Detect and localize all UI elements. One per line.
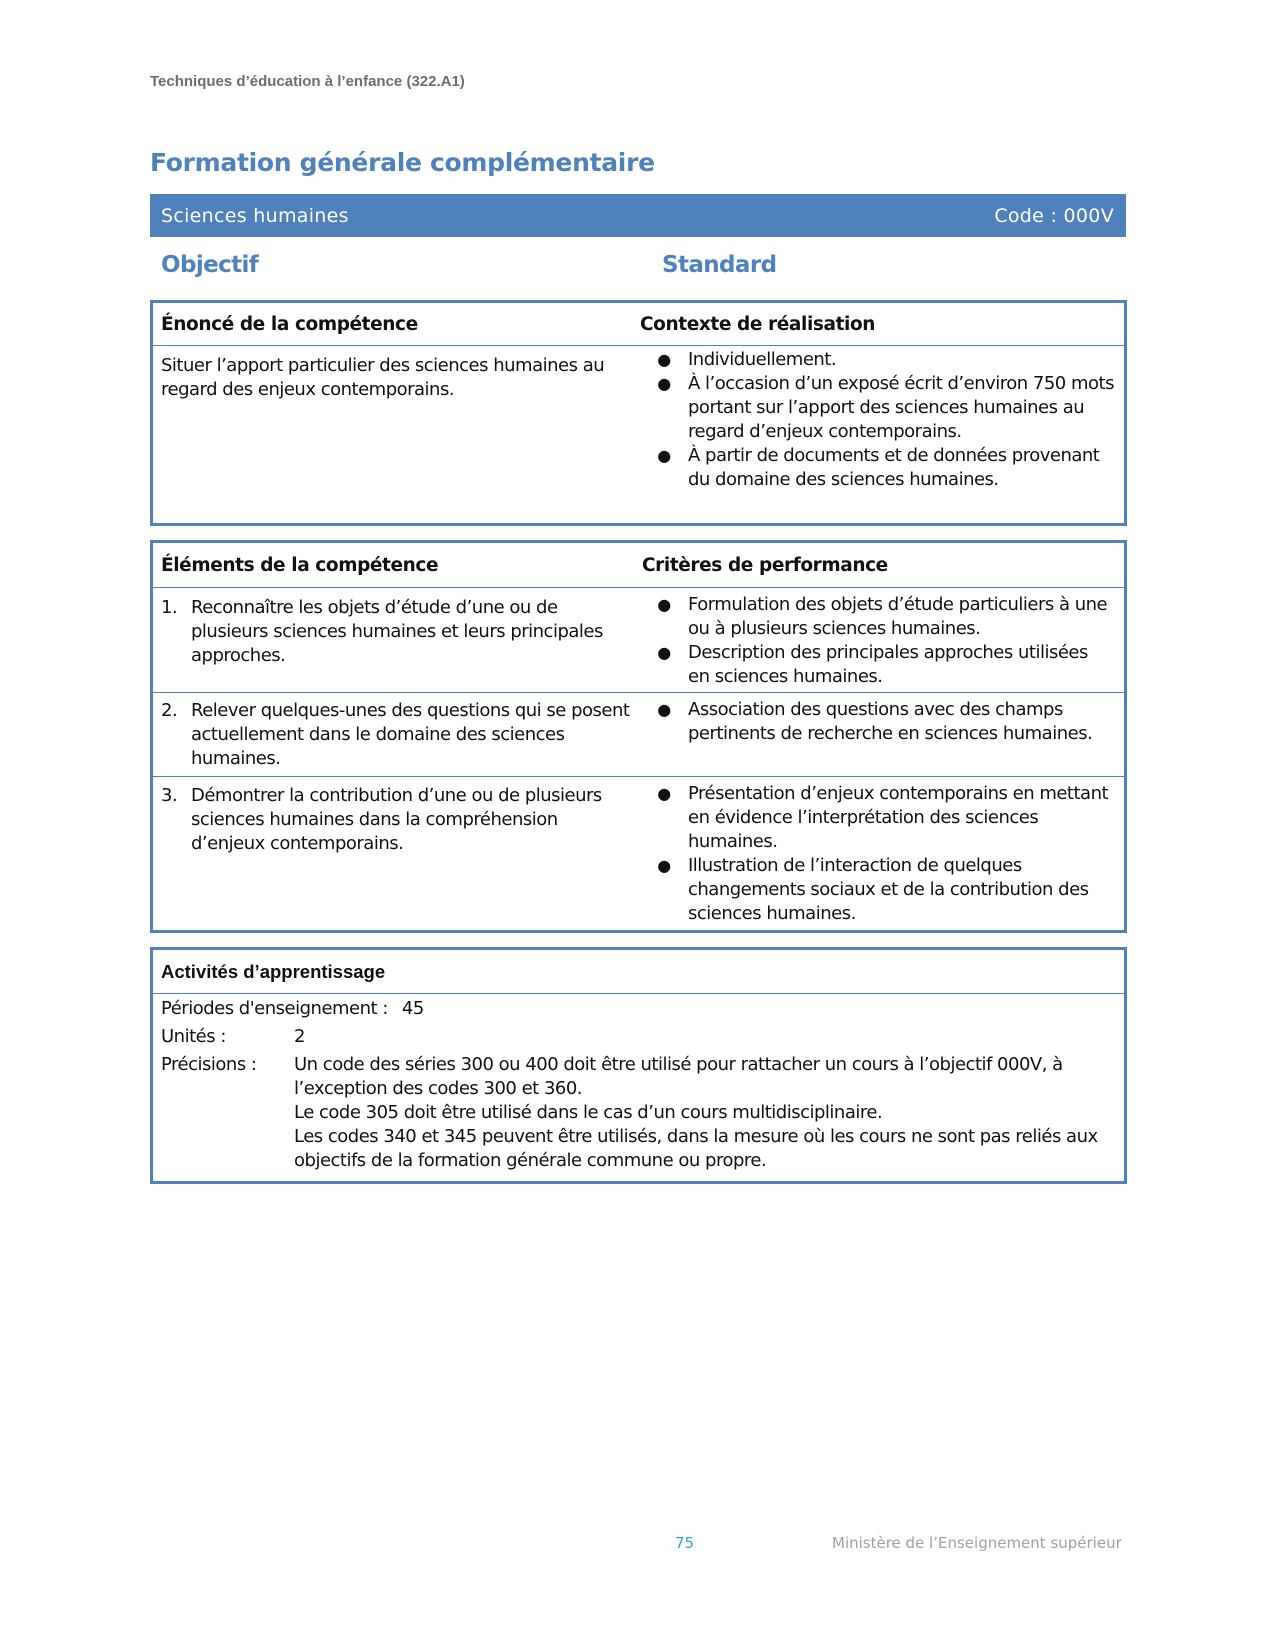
element-item: [161, 699, 632, 771]
details-list: [294, 1053, 1116, 1173]
competence-box-header: [153, 303, 1124, 346]
footer-ministry: Ministère de l’Enseignement supérieur: [832, 1534, 1122, 1552]
competence-row: [153, 346, 1124, 496]
bullet-icon: ●: [657, 856, 671, 875]
bullet-icon: ●: [657, 700, 671, 719]
running-header: Techniques d’éducation à l’enfance (322.A1): [150, 73, 465, 90]
enonce-header: Énoncé de la compétence: [161, 313, 418, 335]
element-text: Démontrer la contribution d’une ou de plusieurs sciences humaines dans la compréhension d’enjeux contemporains.: [191, 785, 602, 854]
units-value: 2: [294, 1026, 305, 1047]
standard-heading: Standard: [662, 252, 777, 278]
element-row-3: [153, 777, 1124, 930]
periods-label: Périodes d'enseignement :: [161, 998, 388, 1019]
detail-item: Un code des séries 300 ou 400 doit être utilisé pour rattacher un cours à l’objectif 000V, à l’exception des codes 300 et 360.: [294, 1054, 1063, 1099]
subject-name: Sciences humaines: [161, 204, 349, 227]
activities-header: Activités d’apprentissage: [161, 960, 386, 982]
element-text: Reconnaître les objets d’étude d’une ou de plusieurs sciences humaines et leurs principales approches.: [191, 597, 603, 666]
context-list: [640, 348, 1114, 492]
element-number: 1.: [161, 597, 178, 618]
criteres-header: Critères de performance: [642, 554, 888, 576]
competence-statement: Situer l’apport particulier des sciences humaines au regard des enjeux contemporains.: [161, 355, 605, 400]
element-row-1: [153, 588, 1124, 693]
units-label: Unités :: [161, 1026, 226, 1047]
criteria-item: ● Association des questions avec des champs pertinents de recherche en sciences humaines.: [640, 698, 1114, 746]
bullet-icon: ●: [657, 595, 671, 614]
element-number: 2.: [161, 700, 178, 721]
bullet-icon: ●: [657, 350, 671, 369]
element-item: [161, 596, 632, 668]
elements-box: [150, 540, 1127, 933]
context-item: ● Individuellement.: [640, 348, 1114, 372]
subject-code: Code : 000V: [994, 204, 1114, 227]
element-row-2: [153, 693, 1124, 777]
competence-box: [150, 300, 1127, 526]
activities-box: [150, 947, 1127, 1184]
element-number: 3.: [161, 785, 178, 806]
activities-body: [153, 994, 1124, 1181]
criteria-item: ● Formulation des objets d’étude particuliers à une ou à plusieurs sciences humaines.: [640, 593, 1114, 641]
criteria-item: ● Description des principales approches utilisées en sciences humaines.: [640, 641, 1114, 689]
bullet-icon: ●: [657, 784, 671, 803]
section-title: Formation générale complémentaire: [150, 148, 655, 177]
criteria-list: [640, 698, 1114, 746]
elements-header: Éléments de la compétence: [161, 554, 439, 576]
details-label: Précisions :: [161, 1054, 257, 1075]
detail-item: Le code 305 doit être utilisé dans le cas d’un cours multidisciplinaire.: [294, 1102, 883, 1123]
activities-box-header: [153, 950, 1124, 994]
bullet-icon: ●: [657, 374, 671, 393]
criteria-item: ● Illustration de l’interaction de quelques changements sociaux et de la contribution des sciences humaines.: [640, 854, 1114, 926]
subject-banner: [150, 194, 1126, 237]
criteria-list: [640, 593, 1114, 689]
objectif-heading: Objectif: [161, 252, 259, 278]
context-item: ● À l’occasion d’un exposé écrit d’environ 750 mots portant sur l’apport des sciences humaines au regard d’enjeux contemporains.: [640, 372, 1114, 444]
bullet-icon: ●: [657, 643, 671, 662]
page-number: 75: [675, 1534, 695, 1552]
element-item: [161, 784, 632, 856]
contexte-header: Contexte de réalisation: [640, 313, 876, 335]
periods-line: [161, 997, 1116, 1021]
element-text: Relever quelques-unes des questions qui se posent actuellement dans le domaine des sciences humaines.: [191, 700, 630, 769]
units-line: [161, 1025, 1116, 1049]
details-line: [161, 1053, 1116, 1173]
bullet-icon: ●: [657, 446, 671, 465]
criteria-list: [640, 782, 1114, 926]
elements-box-header: [153, 543, 1124, 588]
criteria-item: ● Présentation d’enjeux contemporains en mettant en évidence l’interprétation des sciences humaines.: [640, 782, 1114, 854]
detail-item: Les codes 340 et 345 peuvent être utilisés, dans la mesure où les cours ne sont pas reliés aux objectifs de la formation générale commune ou propre.: [294, 1126, 1098, 1171]
context-item: ● À partir de documents et de données provenant du domaine des sciences humaines.: [640, 444, 1114, 492]
periods-value: 45: [401, 998, 424, 1019]
